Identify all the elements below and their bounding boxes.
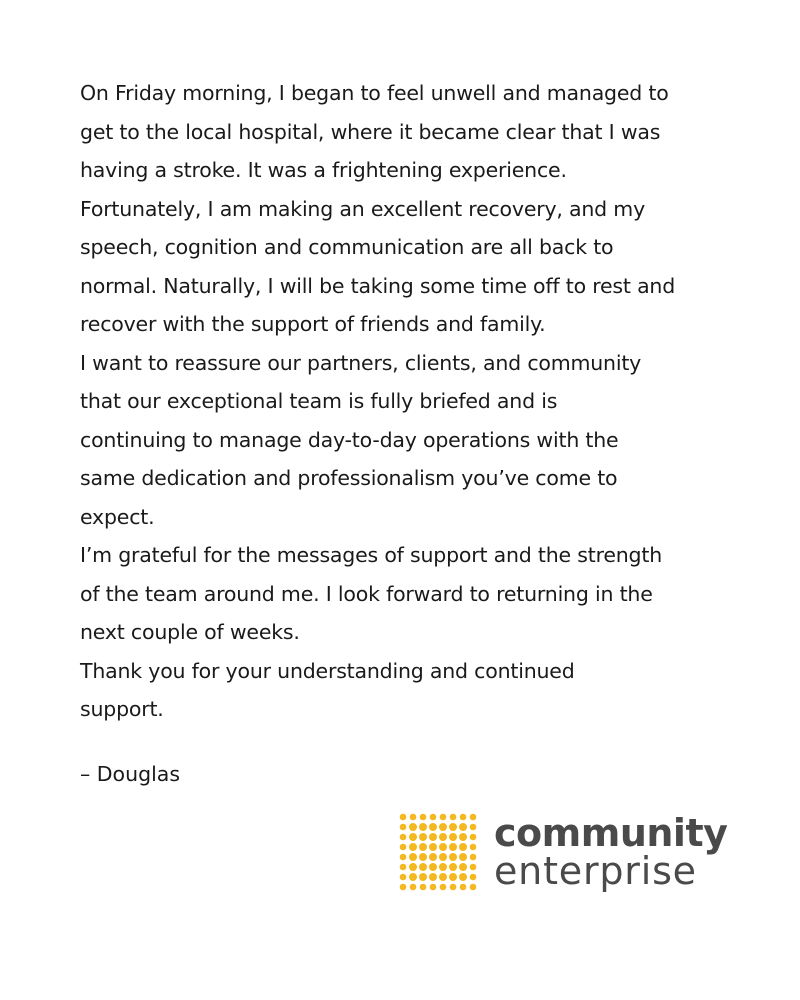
logo-dot	[430, 884, 437, 891]
logo-dot	[419, 833, 427, 841]
logo-dot	[400, 844, 407, 851]
logo-dot	[459, 823, 467, 831]
logo-dot	[449, 853, 457, 861]
paragraph-gratitude: I’m grateful for the messages of support and the strength of the team around me. I look forward to returning in the next couple of weeks.	[80, 543, 662, 644]
logo-dot	[419, 853, 427, 861]
logo-dot	[439, 823, 447, 831]
logo-dot	[419, 873, 427, 881]
logo-dot	[429, 833, 437, 841]
logo-dot	[409, 843, 417, 851]
logo-dot	[470, 854, 477, 861]
logo-dot	[409, 873, 417, 881]
logo-dot	[420, 814, 427, 821]
paragraph-health-update: On Friday morning, I began to feel unwell and managed to get to the local hospital, where it became clear that I was having a stroke. It was a frightening experience. Fortunately, I am making an excellent recovery, and my speech, cognition and communication are all back to normal. Naturally, I will be taking some time off to rest and recover with the support of friends and family.	[80, 81, 676, 336]
logo-dot	[470, 864, 477, 871]
brand-word-top: community	[494, 811, 728, 855]
logo-dot	[410, 884, 417, 891]
logo-dot	[459, 843, 467, 851]
logo-dot	[460, 814, 467, 821]
paragraph-reassurance: I want to reassure our partners, clients, and community that our exceptional team is fully briefed and is continuing to manage day-to-day operations with the same dedication and professionalism you’ve come to expect.	[80, 350, 642, 529]
logo-dot	[429, 823, 437, 831]
logo-dot	[459, 833, 467, 841]
logo-dot	[400, 854, 407, 861]
logo-dot	[409, 823, 417, 831]
logo-dot	[439, 863, 447, 871]
logo-dot	[439, 843, 447, 851]
logo-dot	[400, 834, 407, 841]
yellow-dot-grid-icon	[398, 812, 478, 892]
logo-dot	[429, 863, 437, 871]
logo-dot	[440, 814, 447, 821]
logo-dot	[429, 873, 437, 881]
logo-dot	[409, 833, 417, 841]
logo-dot	[409, 863, 417, 871]
logo-dot	[410, 814, 417, 821]
logo-dot	[439, 833, 447, 841]
logo-dot	[449, 823, 457, 831]
community-enterprise-logo	[398, 812, 727, 892]
logo-dot	[400, 874, 407, 881]
logo-dot	[400, 864, 407, 871]
logo-dot	[459, 863, 467, 871]
logo-dot	[419, 843, 427, 851]
logo-dot	[470, 884, 477, 891]
logo-dot	[449, 843, 457, 851]
logo-dot	[459, 853, 467, 861]
logo-dot	[450, 814, 457, 821]
logo-dot	[450, 884, 457, 891]
logo-dot	[449, 863, 457, 871]
logo-dot	[400, 824, 407, 831]
logo-dot	[429, 843, 437, 851]
brand-word-bottom: enterprise	[494, 849, 697, 893]
logo-dot	[459, 873, 467, 881]
logo-dot	[470, 844, 477, 851]
logo-dot	[419, 823, 427, 831]
logo-dot	[449, 833, 457, 841]
logo-dot	[400, 884, 407, 891]
logo-dot	[470, 824, 477, 831]
signoff: – Douglas	[80, 761, 181, 786]
logo-dot	[439, 853, 447, 861]
logo-dot	[409, 853, 417, 861]
logo-dot	[419, 863, 427, 871]
logo-dot	[429, 853, 437, 861]
paragraph-thanks: Thank you for your understanding and continued support.	[80, 658, 575, 721]
logo-dot	[470, 834, 477, 841]
logo-dot	[460, 884, 467, 891]
brand-wordmark	[494, 811, 728, 893]
logo-dot	[420, 884, 427, 891]
logo-dot	[400, 814, 407, 821]
letter-body	[80, 74, 740, 793]
logo-dot	[440, 884, 447, 891]
logo-dot	[439, 873, 447, 881]
logo-dot	[449, 873, 457, 881]
logo-dot	[470, 814, 477, 821]
logo-dot	[430, 814, 437, 821]
logo-dot	[470, 874, 477, 881]
